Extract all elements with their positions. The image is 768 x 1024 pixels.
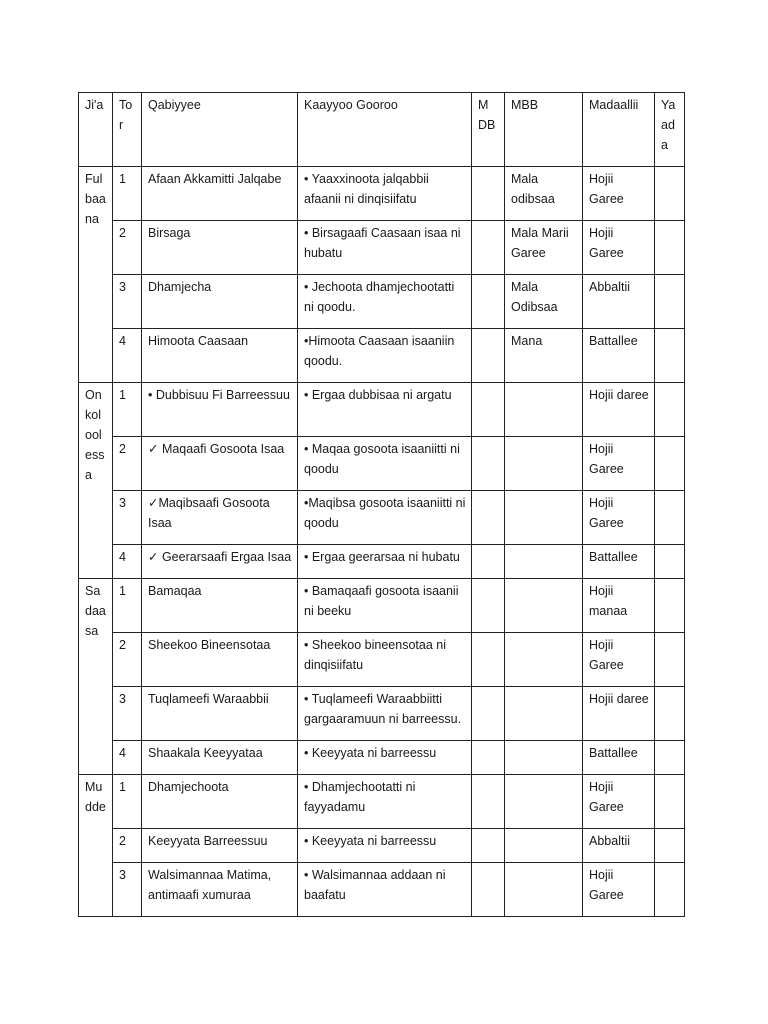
- header-row: [79, 93, 685, 167]
- objective-cell: • Tuqlameefi Waraabbiitti gargaaramuun ni barreessu.: [298, 687, 472, 741]
- mbb-cell: Mala Odibsaa: [505, 275, 583, 329]
- content-cell: Walsimannaa Matima, antimaafi xumuraa: [142, 863, 298, 917]
- header-mdb: M DB: [472, 93, 505, 167]
- row-number-cell: 1: [113, 167, 142, 221]
- mbb-cell: [505, 741, 583, 775]
- content-cell: Afaan Akkamitti Jalqabe: [142, 167, 298, 221]
- table-row: [79, 329, 685, 383]
- mbb-cell: Mala Marii Garee: [505, 221, 583, 275]
- objective-cell: •Maqibsa gosoota isaaniitti ni qoodu: [298, 491, 472, 545]
- month-cell: Fulbaana: [79, 167, 113, 383]
- mbb-cell: Mala odibsaa: [505, 167, 583, 221]
- row-number-cell: 2: [113, 437, 142, 491]
- objective-cell: • Yaaxxinoota jalqabbii afaanii ni dinqisiifatu: [298, 167, 472, 221]
- table-row: [79, 775, 685, 829]
- mbb-cell: [505, 829, 583, 863]
- mbb-cell: [505, 579, 583, 633]
- evaluation-cell: Hojii Garee: [583, 167, 655, 221]
- objective-cell: • Keeyyata ni barreessu: [298, 829, 472, 863]
- content-cell: ✓ Maqaafi Gosoota Isaa: [142, 437, 298, 491]
- note-cell: [655, 167, 685, 221]
- objective-cell: • Dhamjechootatti ni fayyadamu: [298, 775, 472, 829]
- note-cell: [655, 275, 685, 329]
- mdb-cell: [472, 437, 505, 491]
- content-cell: • Dubbisuu Fi Barreessuu: [142, 383, 298, 437]
- mbb-cell: [505, 863, 583, 917]
- evaluation-cell: Hojii Garee: [583, 221, 655, 275]
- content-cell: Dhamjechoota: [142, 775, 298, 829]
- row-number-cell: 4: [113, 329, 142, 383]
- row-number-cell: 2: [113, 633, 142, 687]
- row-number-cell: 3: [113, 275, 142, 329]
- evaluation-cell: Battallee: [583, 545, 655, 579]
- evaluation-cell: Battallee: [583, 329, 655, 383]
- note-cell: [655, 741, 685, 775]
- table-row: [79, 633, 685, 687]
- header-objective: Kaayyoo Gooroo: [298, 93, 472, 167]
- mbb-cell: [505, 687, 583, 741]
- row-number-cell: 1: [113, 775, 142, 829]
- evaluation-cell: Abbaltii: [583, 829, 655, 863]
- objective-cell: • Birsagaafi Caasaan isaa ni hubatu: [298, 221, 472, 275]
- note-cell: [655, 545, 685, 579]
- evaluation-cell: Hojii Garee: [583, 863, 655, 917]
- mdb-cell: [472, 383, 505, 437]
- table-row: [79, 491, 685, 545]
- mdb-cell: [472, 863, 505, 917]
- note-cell: [655, 829, 685, 863]
- evaluation-cell: Hojii Garee: [583, 491, 655, 545]
- mdb-cell: [472, 167, 505, 221]
- row-number-cell: 1: [113, 383, 142, 437]
- content-cell: Dhamjecha: [142, 275, 298, 329]
- evaluation-cell: Hojii Garee: [583, 437, 655, 491]
- objective-cell: • Bamaqaafi gosoota isaanii ni beeku: [298, 579, 472, 633]
- evaluation-cell: Hojii Garee: [583, 775, 655, 829]
- objective-cell: •Himoota Caasaan isaaniin qoodu.: [298, 329, 472, 383]
- table-row: [79, 579, 685, 633]
- note-cell: [655, 491, 685, 545]
- note-cell: [655, 383, 685, 437]
- mdb-cell: [472, 491, 505, 545]
- table-row: [79, 383, 685, 437]
- evaluation-cell: Battallee: [583, 741, 655, 775]
- note-cell: [655, 687, 685, 741]
- note-cell: [655, 633, 685, 687]
- objective-cell: • Ergaa dubbisaa ni argatu: [298, 383, 472, 437]
- mdb-cell: [472, 775, 505, 829]
- header-content: Qabiyyee: [142, 93, 298, 167]
- note-cell: [655, 863, 685, 917]
- header-month: Ji'a: [79, 93, 113, 167]
- note-cell: [655, 775, 685, 829]
- mdb-cell: [472, 829, 505, 863]
- table-row: [79, 687, 685, 741]
- header-evaluation: Madaallii: [583, 93, 655, 167]
- objective-cell: • Sheekoo bineensotaa ni dinqisiifatu: [298, 633, 472, 687]
- table-row: [79, 829, 685, 863]
- content-cell: ✓Maqibsaafi Gosoota Isaa: [142, 491, 298, 545]
- table-row: [79, 437, 685, 491]
- objective-cell: • Walsimannaa addaan ni baafatu: [298, 863, 472, 917]
- header-number: To r: [113, 93, 142, 167]
- mbb-cell: [505, 775, 583, 829]
- mbb-cell: [505, 633, 583, 687]
- header-note: Ya ad a: [655, 93, 685, 167]
- note-cell: [655, 221, 685, 275]
- mdb-cell: [472, 633, 505, 687]
- content-cell: Sheekoo Bineensotaa: [142, 633, 298, 687]
- evaluation-cell: Abbaltii: [583, 275, 655, 329]
- mdb-cell: [472, 221, 505, 275]
- row-number-cell: 3: [113, 687, 142, 741]
- row-number-cell: 3: [113, 863, 142, 917]
- table-row: [79, 275, 685, 329]
- note-cell: [655, 437, 685, 491]
- mdb-cell: [472, 545, 505, 579]
- row-number-cell: 4: [113, 741, 142, 775]
- table-row: [79, 545, 685, 579]
- content-cell: Himoota Caasaan: [142, 329, 298, 383]
- note-cell: [655, 329, 685, 383]
- row-number-cell: 1: [113, 579, 142, 633]
- table-row: [79, 741, 685, 775]
- mdb-cell: [472, 329, 505, 383]
- content-cell: ✓ Geerarsaafi Ergaa Isaa: [142, 545, 298, 579]
- content-cell: Bamaqaa: [142, 579, 298, 633]
- mdb-cell: [472, 741, 505, 775]
- table-row: [79, 167, 685, 221]
- row-number-cell: 2: [113, 829, 142, 863]
- mbb-cell: [505, 491, 583, 545]
- evaluation-cell: Hojii manaa: [583, 579, 655, 633]
- header-mbb: MBB: [505, 93, 583, 167]
- row-number-cell: 3: [113, 491, 142, 545]
- month-cell: Sadaasa: [79, 579, 113, 775]
- content-cell: Keeyyata Barreessuu: [142, 829, 298, 863]
- content-cell: Shaakala Keeyyataa: [142, 741, 298, 775]
- mbb-cell: [505, 545, 583, 579]
- lesson-plan-table: [78, 92, 685, 917]
- mdb-cell: [472, 687, 505, 741]
- evaluation-cell: Hojii Garee: [583, 633, 655, 687]
- mbb-cell: [505, 383, 583, 437]
- mdb-cell: [472, 579, 505, 633]
- table-body: [79, 167, 685, 917]
- note-cell: [655, 579, 685, 633]
- month-cell: Onkoloolessa: [79, 383, 113, 579]
- objective-cell: • Maqaa gosoota isaaniitti ni qoodu: [298, 437, 472, 491]
- month-cell: Mudde: [79, 775, 113, 917]
- row-number-cell: 2: [113, 221, 142, 275]
- table-row: [79, 863, 685, 917]
- objective-cell: • Ergaa geerarsaa ni hubatu: [298, 545, 472, 579]
- content-cell: Tuqlameefi Waraabbii: [142, 687, 298, 741]
- evaluation-cell: Hojii daree: [583, 687, 655, 741]
- mdb-cell: [472, 275, 505, 329]
- mbb-cell: [505, 437, 583, 491]
- table-row: [79, 221, 685, 275]
- mbb-cell: Mana: [505, 329, 583, 383]
- objective-cell: • Jechoota dhamjechootatti ni qoodu.: [298, 275, 472, 329]
- content-cell: Birsaga: [142, 221, 298, 275]
- evaluation-cell: Hojii daree: [583, 383, 655, 437]
- objective-cell: • Keeyyata ni barreessu: [298, 741, 472, 775]
- row-number-cell: 4: [113, 545, 142, 579]
